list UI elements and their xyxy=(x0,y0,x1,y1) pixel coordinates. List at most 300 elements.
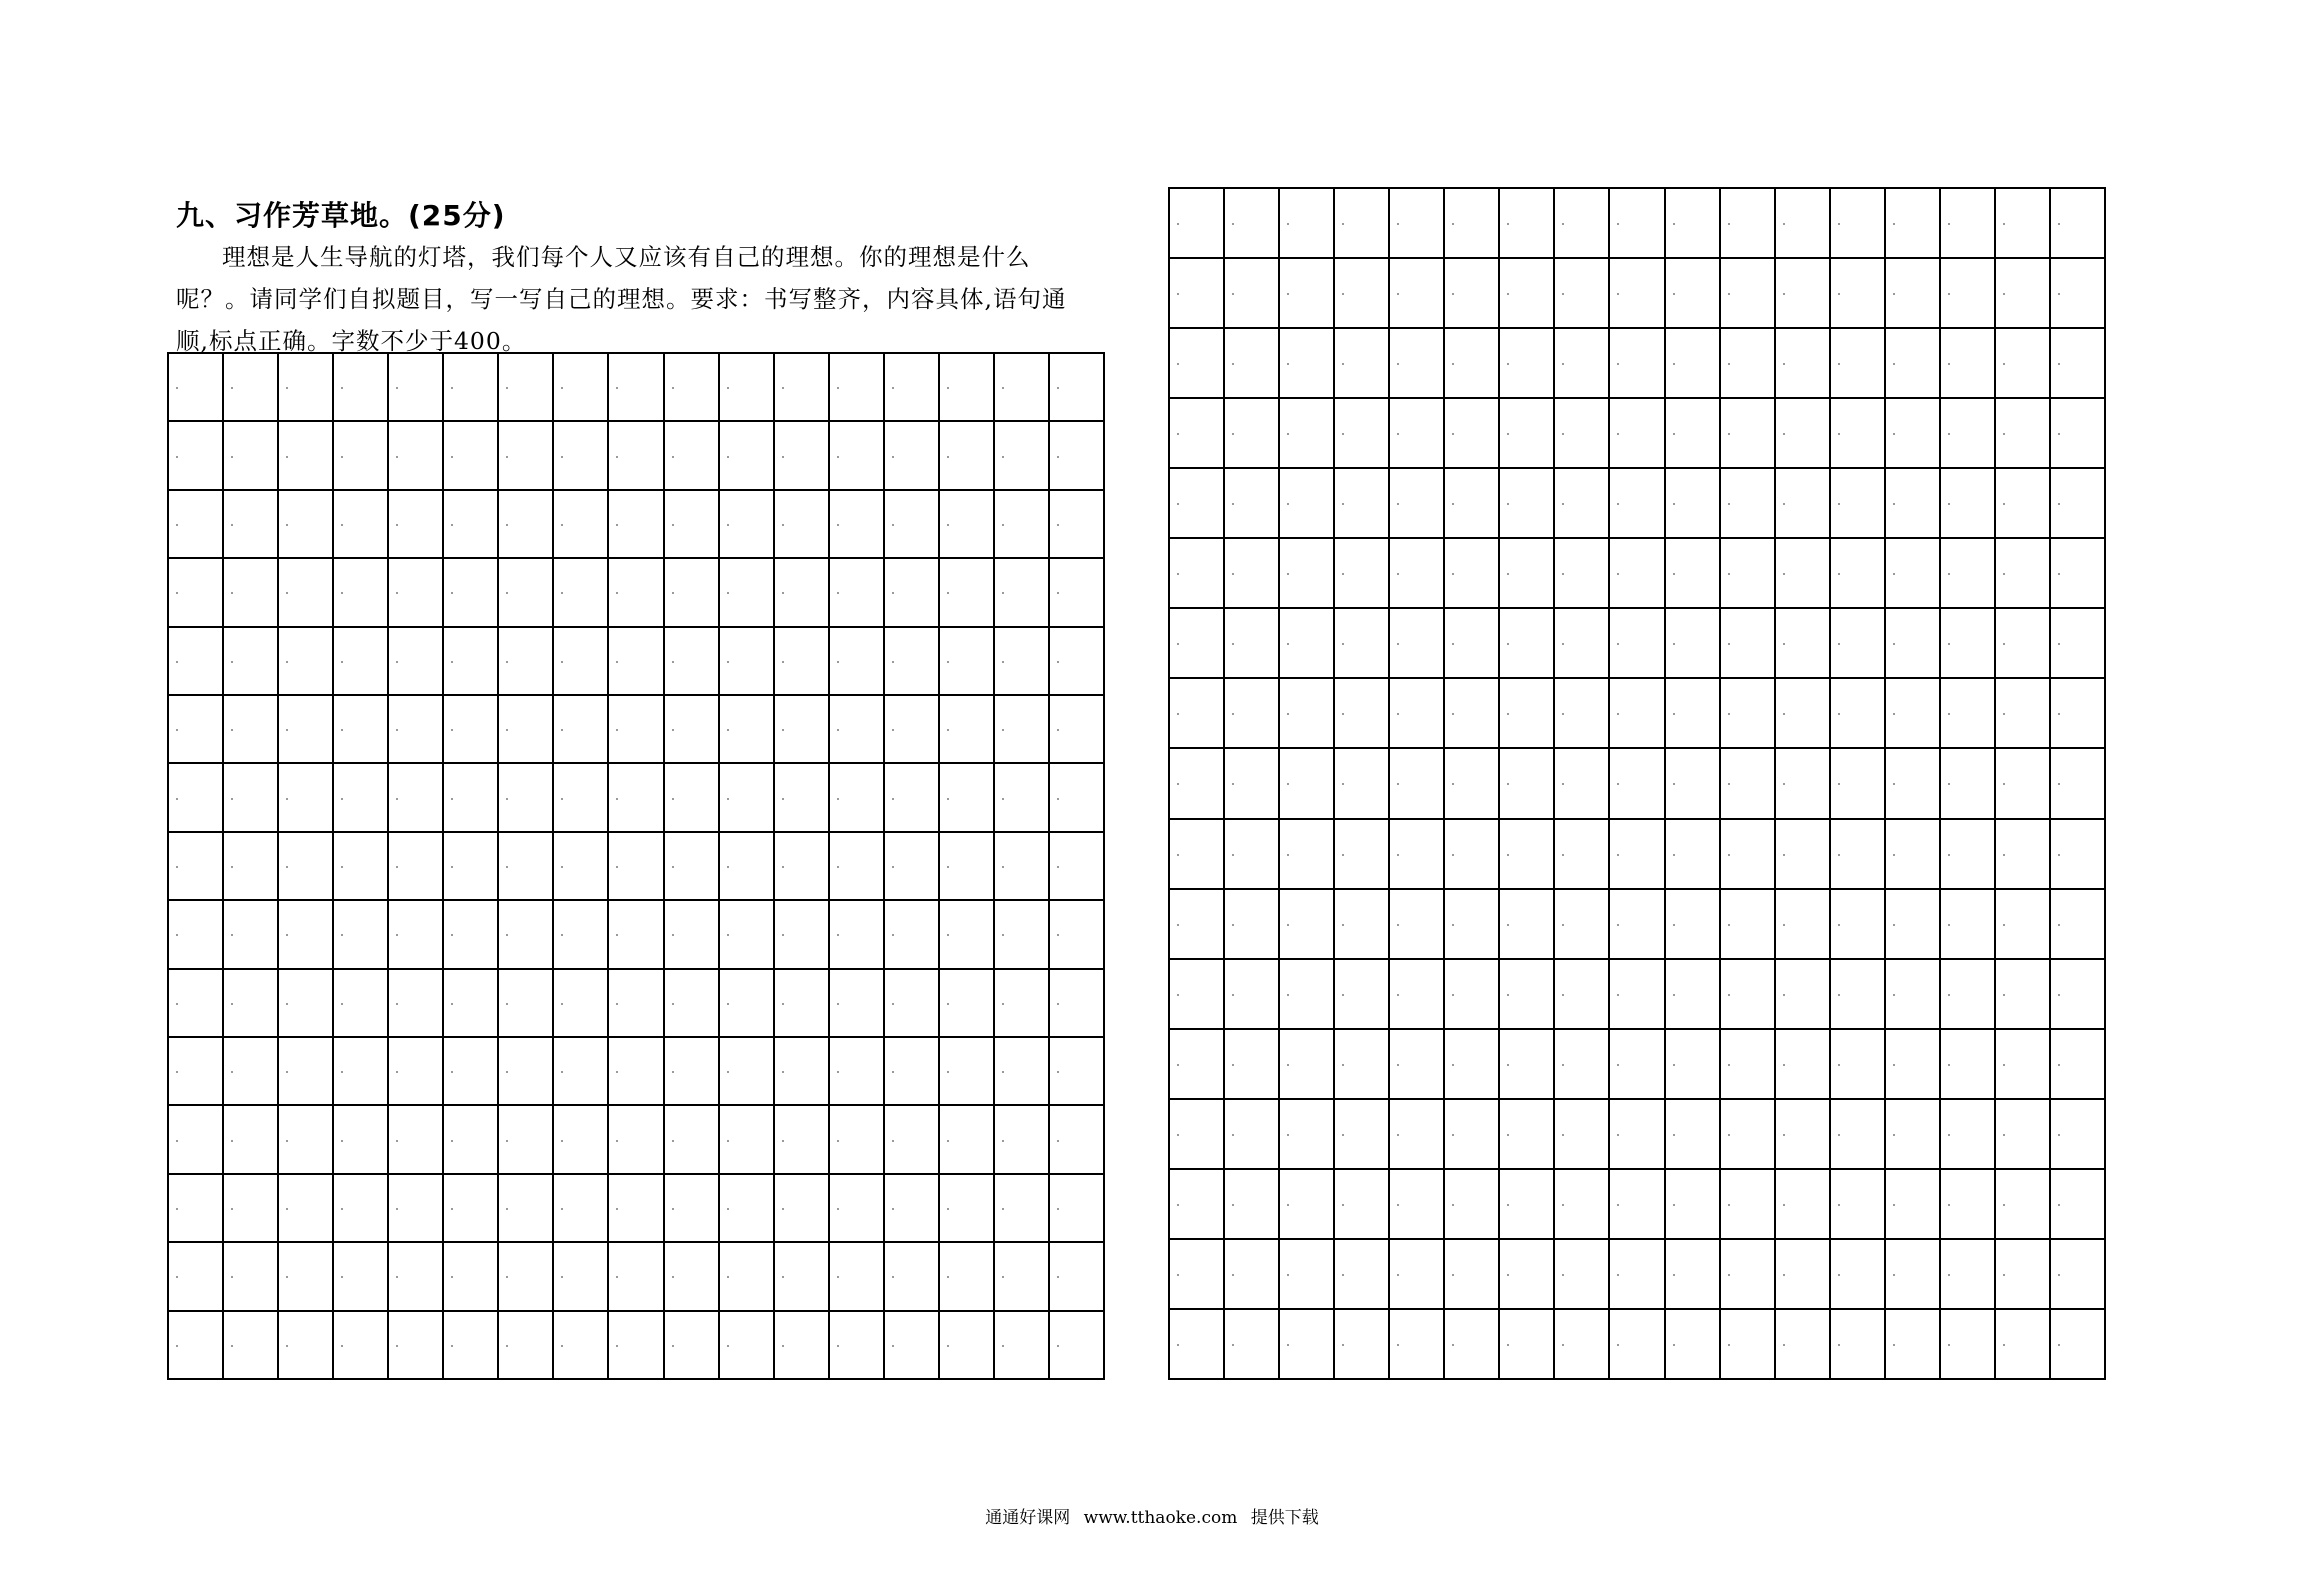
grid-cell[interactable] xyxy=(609,628,664,696)
grid-cell[interactable] xyxy=(1170,749,1225,819)
grid-cell[interactable] xyxy=(1335,189,1390,259)
grid-cell[interactable] xyxy=(1555,820,1610,890)
grid-cell[interactable] xyxy=(1555,1100,1610,1170)
grid-cell[interactable] xyxy=(1280,609,1335,679)
grid-cell[interactable] xyxy=(665,491,720,559)
grid-cell[interactable] xyxy=(1555,1310,1610,1380)
grid-cell[interactable] xyxy=(334,491,389,559)
grid-cell[interactable] xyxy=(224,1175,279,1243)
grid-cell[interactable] xyxy=(609,422,664,490)
grid-cell[interactable] xyxy=(444,1038,499,1106)
grid-cell[interactable] xyxy=(1500,329,1555,399)
grid-cell[interactable] xyxy=(1996,469,2051,539)
grid-cell[interactable] xyxy=(885,901,940,969)
grid-cell[interactable] xyxy=(1776,890,1831,960)
grid-cell[interactable] xyxy=(334,1106,389,1174)
grid-cell[interactable] xyxy=(1776,1310,1831,1380)
grid-cell[interactable] xyxy=(224,970,279,1038)
grid-cell[interactable] xyxy=(2051,259,2106,329)
grid-cell[interactable] xyxy=(1610,1240,1665,1310)
grid-cell[interactable] xyxy=(1390,960,1445,1030)
grid-cell[interactable] xyxy=(279,1106,334,1174)
grid-cell[interactable] xyxy=(830,559,885,627)
grid-cell[interactable] xyxy=(169,970,224,1038)
grid-cell[interactable] xyxy=(444,1243,499,1311)
grid-cell[interactable] xyxy=(830,491,885,559)
writing-grid-left[interactable] xyxy=(167,352,1105,1380)
grid-cell[interactable] xyxy=(1886,259,1941,329)
grid-cell[interactable] xyxy=(554,559,609,627)
grid-cell[interactable] xyxy=(1610,960,1665,1030)
grid-cell[interactable] xyxy=(609,970,664,1038)
grid-cell[interactable] xyxy=(1225,890,1280,960)
grid-cell[interactable] xyxy=(1831,609,1886,679)
grid-cell[interactable] xyxy=(2051,329,2106,399)
grid-cell[interactable] xyxy=(334,833,389,901)
grid-cell[interactable] xyxy=(830,628,885,696)
grid-cell[interactable] xyxy=(995,970,1050,1038)
grid-cell[interactable] xyxy=(444,491,499,559)
grid-cell[interactable] xyxy=(940,1175,995,1243)
grid-cell[interactable] xyxy=(1886,189,1941,259)
grid-cell[interactable] xyxy=(224,1243,279,1311)
grid-cell[interactable] xyxy=(1225,1030,1280,1100)
grid-cell[interactable] xyxy=(830,764,885,832)
grid-cell[interactable] xyxy=(1390,1030,1445,1100)
grid-cell[interactable] xyxy=(1996,1310,2051,1380)
grid-cell[interactable] xyxy=(1555,1170,1610,1240)
grid-cell[interactable] xyxy=(1555,539,1610,609)
grid-cell[interactable] xyxy=(334,970,389,1038)
grid-cell[interactable] xyxy=(444,1175,499,1243)
grid-cell[interactable] xyxy=(1170,1100,1225,1170)
grid-cell[interactable] xyxy=(940,764,995,832)
grid-cell[interactable] xyxy=(1666,189,1721,259)
grid-cell[interactable] xyxy=(1050,970,1105,1038)
grid-cell[interactable] xyxy=(334,1243,389,1311)
grid-cell[interactable] xyxy=(169,1038,224,1106)
grid-cell[interactable] xyxy=(830,696,885,764)
grid-cell[interactable] xyxy=(1721,539,1776,609)
grid-cell[interactable] xyxy=(1500,960,1555,1030)
grid-cell[interactable] xyxy=(609,1038,664,1106)
grid-cell[interactable] xyxy=(1170,960,1225,1030)
grid-cell[interactable] xyxy=(775,1175,830,1243)
grid-cell[interactable] xyxy=(1280,539,1335,609)
grid-cell[interactable] xyxy=(885,1243,940,1311)
writing-grid-right[interactable] xyxy=(1168,187,2106,1380)
grid-cell[interactable] xyxy=(1335,890,1390,960)
grid-cell[interactable] xyxy=(1941,1100,1996,1170)
grid-cell[interactable] xyxy=(1050,422,1105,490)
grid-cell[interactable] xyxy=(609,1106,664,1174)
grid-cell[interactable] xyxy=(1721,259,1776,329)
grid-cell[interactable] xyxy=(665,970,720,1038)
grid-cell[interactable] xyxy=(1941,609,1996,679)
grid-cell[interactable] xyxy=(1721,1100,1776,1170)
grid-cell[interactable] xyxy=(334,354,389,422)
grid-cell[interactable] xyxy=(995,1106,1050,1174)
grid-cell[interactable] xyxy=(169,422,224,490)
grid-cell[interactable] xyxy=(169,901,224,969)
grid-cell[interactable] xyxy=(1225,960,1280,1030)
grid-cell[interactable] xyxy=(169,1175,224,1243)
grid-cell[interactable] xyxy=(830,1038,885,1106)
grid-cell[interactable] xyxy=(1555,469,1610,539)
grid-cell[interactable] xyxy=(169,833,224,901)
grid-cell[interactable] xyxy=(609,696,664,764)
grid-cell[interactable] xyxy=(1996,960,2051,1030)
grid-cell[interactable] xyxy=(1445,749,1500,819)
grid-cell[interactable] xyxy=(830,1175,885,1243)
grid-cell[interactable] xyxy=(1050,559,1105,627)
grid-cell[interactable] xyxy=(1886,1030,1941,1100)
grid-cell[interactable] xyxy=(224,422,279,490)
grid-cell[interactable] xyxy=(1776,259,1831,329)
grid-cell[interactable] xyxy=(1996,399,2051,469)
grid-cell[interactable] xyxy=(279,559,334,627)
grid-cell[interactable] xyxy=(1390,1170,1445,1240)
grid-cell[interactable] xyxy=(389,833,444,901)
grid-cell[interactable] xyxy=(169,1312,224,1380)
grid-cell[interactable] xyxy=(2051,960,2106,1030)
grid-cell[interactable] xyxy=(2051,189,2106,259)
grid-cell[interactable] xyxy=(1996,1030,2051,1100)
grid-cell[interactable] xyxy=(665,764,720,832)
grid-cell[interactable] xyxy=(444,1312,499,1380)
grid-cell[interactable] xyxy=(1666,469,1721,539)
grid-cell[interactable] xyxy=(334,696,389,764)
grid-cell[interactable] xyxy=(1776,820,1831,890)
grid-cell[interactable] xyxy=(665,1312,720,1380)
grid-cell[interactable] xyxy=(940,1106,995,1174)
grid-cell[interactable] xyxy=(2051,890,2106,960)
grid-cell[interactable] xyxy=(609,833,664,901)
grid-cell[interactable] xyxy=(169,1243,224,1311)
grid-cell[interactable] xyxy=(1050,628,1105,696)
grid-cell[interactable] xyxy=(1996,609,2051,679)
grid-cell[interactable] xyxy=(775,1038,830,1106)
grid-cell[interactable] xyxy=(1666,329,1721,399)
grid-cell[interactable] xyxy=(224,628,279,696)
grid-cell[interactable] xyxy=(665,696,720,764)
grid-cell[interactable] xyxy=(1225,1310,1280,1380)
grid-cell[interactable] xyxy=(1721,890,1776,960)
grid-cell[interactable] xyxy=(2051,539,2106,609)
grid-cell[interactable] xyxy=(1721,960,1776,1030)
grid-cell[interactable] xyxy=(1721,329,1776,399)
grid-cell[interactable] xyxy=(1666,749,1721,819)
grid-cell[interactable] xyxy=(720,1038,775,1106)
grid-cell[interactable] xyxy=(1996,679,2051,749)
grid-cell[interactable] xyxy=(720,354,775,422)
grid-cell[interactable] xyxy=(1555,189,1610,259)
grid-cell[interactable] xyxy=(1280,329,1335,399)
grid-cell[interactable] xyxy=(1500,679,1555,749)
grid-cell[interactable] xyxy=(940,901,995,969)
grid-cell[interactable] xyxy=(2051,1100,2106,1170)
grid-cell[interactable] xyxy=(995,764,1050,832)
grid-cell[interactable] xyxy=(1170,609,1225,679)
grid-cell[interactable] xyxy=(1555,960,1610,1030)
grid-cell[interactable] xyxy=(1445,820,1500,890)
grid-cell[interactable] xyxy=(720,422,775,490)
grid-cell[interactable] xyxy=(1280,679,1335,749)
grid-cell[interactable] xyxy=(1335,1100,1390,1170)
grid-cell[interactable] xyxy=(940,1038,995,1106)
grid-cell[interactable] xyxy=(1170,539,1225,609)
grid-cell[interactable] xyxy=(389,491,444,559)
grid-cell[interactable] xyxy=(389,1243,444,1311)
grid-cell[interactable] xyxy=(1390,679,1445,749)
grid-cell[interactable] xyxy=(995,833,1050,901)
grid-cell[interactable] xyxy=(1500,1240,1555,1310)
grid-cell[interactable] xyxy=(1886,539,1941,609)
grid-cell[interactable] xyxy=(830,1106,885,1174)
grid-cell[interactable] xyxy=(1390,820,1445,890)
grid-cell[interactable] xyxy=(1225,259,1280,329)
grid-cell[interactable] xyxy=(334,1312,389,1380)
grid-cell[interactable] xyxy=(554,764,609,832)
grid-cell[interactable] xyxy=(1050,354,1105,422)
grid-cell[interactable] xyxy=(499,901,554,969)
grid-cell[interactable] xyxy=(1831,820,1886,890)
grid-cell[interactable] xyxy=(1831,960,1886,1030)
grid-cell[interactable] xyxy=(334,1038,389,1106)
grid-cell[interactable] xyxy=(1335,1240,1390,1310)
grid-cell[interactable] xyxy=(885,833,940,901)
grid-cell[interactable] xyxy=(1886,890,1941,960)
grid-cell[interactable] xyxy=(775,1312,830,1380)
grid-cell[interactable] xyxy=(554,354,609,422)
grid-cell[interactable] xyxy=(1390,189,1445,259)
grid-cell[interactable] xyxy=(885,1038,940,1106)
grid-cell[interactable] xyxy=(334,628,389,696)
grid-cell[interactable] xyxy=(1721,1030,1776,1100)
grid-cell[interactable] xyxy=(499,833,554,901)
grid-cell[interactable] xyxy=(995,491,1050,559)
grid-cell[interactable] xyxy=(1280,1100,1335,1170)
grid-cell[interactable] xyxy=(1050,696,1105,764)
grid-cell[interactable] xyxy=(1555,259,1610,329)
grid-cell[interactable] xyxy=(940,491,995,559)
grid-cell[interactable] xyxy=(1170,1170,1225,1240)
grid-cell[interactable] xyxy=(1996,1170,2051,1240)
grid-cell[interactable] xyxy=(1225,329,1280,399)
grid-cell[interactable] xyxy=(885,970,940,1038)
grid-cell[interactable] xyxy=(1831,469,1886,539)
grid-cell[interactable] xyxy=(885,422,940,490)
grid-cell[interactable] xyxy=(279,1312,334,1380)
grid-cell[interactable] xyxy=(1050,1312,1105,1380)
grid-cell[interactable] xyxy=(1721,1170,1776,1240)
grid-cell[interactable] xyxy=(995,422,1050,490)
grid-cell[interactable] xyxy=(995,628,1050,696)
grid-cell[interactable] xyxy=(940,354,995,422)
grid-cell[interactable] xyxy=(1996,539,2051,609)
grid-cell[interactable] xyxy=(665,1038,720,1106)
grid-cell[interactable] xyxy=(1555,679,1610,749)
grid-cell[interactable] xyxy=(1555,399,1610,469)
grid-cell[interactable] xyxy=(554,1175,609,1243)
grid-cell[interactable] xyxy=(1776,609,1831,679)
grid-cell[interactable] xyxy=(1941,679,1996,749)
grid-cell[interactable] xyxy=(224,764,279,832)
grid-cell[interactable] xyxy=(1941,469,1996,539)
grid-cell[interactable] xyxy=(1500,189,1555,259)
grid-cell[interactable] xyxy=(279,764,334,832)
grid-cell[interactable] xyxy=(775,833,830,901)
grid-cell[interactable] xyxy=(169,354,224,422)
grid-cell[interactable] xyxy=(995,901,1050,969)
grid-cell[interactable] xyxy=(389,764,444,832)
grid-cell[interactable] xyxy=(1886,1240,1941,1310)
grid-cell[interactable] xyxy=(1610,259,1665,329)
grid-cell[interactable] xyxy=(1666,820,1721,890)
grid-cell[interactable] xyxy=(444,901,499,969)
grid-cell[interactable] xyxy=(1776,1100,1831,1170)
grid-cell[interactable] xyxy=(1941,749,1996,819)
grid-cell[interactable] xyxy=(1555,1030,1610,1100)
grid-cell[interactable] xyxy=(1831,1030,1886,1100)
grid-cell[interactable] xyxy=(499,1038,554,1106)
grid-cell[interactable] xyxy=(1225,1100,1280,1170)
grid-cell[interactable] xyxy=(1996,329,2051,399)
grid-cell[interactable] xyxy=(1941,539,1996,609)
grid-cell[interactable] xyxy=(1610,399,1665,469)
grid-cell[interactable] xyxy=(720,901,775,969)
grid-cell[interactable] xyxy=(499,696,554,764)
grid-cell[interactable] xyxy=(1996,749,2051,819)
grid-cell[interactable] xyxy=(444,559,499,627)
grid-cell[interactable] xyxy=(665,559,720,627)
grid-cell[interactable] xyxy=(1721,1240,1776,1310)
grid-cell[interactable] xyxy=(1555,329,1610,399)
grid-cell[interactable] xyxy=(995,354,1050,422)
grid-cell[interactable] xyxy=(995,1243,1050,1311)
grid-cell[interactable] xyxy=(1886,609,1941,679)
grid-cell[interactable] xyxy=(1941,1310,1996,1380)
grid-cell[interactable] xyxy=(1666,1170,1721,1240)
grid-cell[interactable] xyxy=(1225,679,1280,749)
grid-cell[interactable] xyxy=(720,696,775,764)
grid-cell[interactable] xyxy=(1445,259,1500,329)
grid-cell[interactable] xyxy=(1610,1030,1665,1100)
grid-cell[interactable] xyxy=(1280,1310,1335,1380)
grid-cell[interactable] xyxy=(1335,469,1390,539)
grid-cell[interactable] xyxy=(334,1175,389,1243)
grid-cell[interactable] xyxy=(554,1106,609,1174)
grid-cell[interactable] xyxy=(940,422,995,490)
grid-cell[interactable] xyxy=(775,764,830,832)
grid-cell[interactable] xyxy=(1335,259,1390,329)
grid-cell[interactable] xyxy=(1831,189,1886,259)
grid-cell[interactable] xyxy=(1776,1170,1831,1240)
grid-cell[interactable] xyxy=(1390,399,1445,469)
grid-cell[interactable] xyxy=(499,491,554,559)
grid-cell[interactable] xyxy=(1280,960,1335,1030)
grid-cell[interactable] xyxy=(1831,749,1886,819)
grid-cell[interactable] xyxy=(1280,890,1335,960)
grid-cell[interactable] xyxy=(1050,1038,1105,1106)
grid-cell[interactable] xyxy=(554,1312,609,1380)
grid-cell[interactable] xyxy=(1050,1106,1105,1174)
grid-cell[interactable] xyxy=(1170,189,1225,259)
grid-cell[interactable] xyxy=(1500,1100,1555,1170)
grid-cell[interactable] xyxy=(499,422,554,490)
grid-cell[interactable] xyxy=(995,1038,1050,1106)
grid-cell[interactable] xyxy=(1831,1240,1886,1310)
grid-cell[interactable] xyxy=(1280,399,1335,469)
grid-cell[interactable] xyxy=(940,696,995,764)
grid-cell[interactable] xyxy=(1445,329,1500,399)
grid-cell[interactable] xyxy=(1335,609,1390,679)
grid-cell[interactable] xyxy=(389,354,444,422)
grid-cell[interactable] xyxy=(554,833,609,901)
grid-cell[interactable] xyxy=(2051,820,2106,890)
grid-cell[interactable] xyxy=(1445,1030,1500,1100)
grid-cell[interactable] xyxy=(1390,749,1445,819)
grid-cell[interactable] xyxy=(1390,890,1445,960)
grid-cell[interactable] xyxy=(1666,1240,1721,1310)
grid-cell[interactable] xyxy=(389,1106,444,1174)
grid-cell[interactable] xyxy=(1280,259,1335,329)
grid-cell[interactable] xyxy=(1555,749,1610,819)
grid-cell[interactable] xyxy=(1721,679,1776,749)
grid-cell[interactable] xyxy=(775,1106,830,1174)
grid-cell[interactable] xyxy=(1996,189,2051,259)
grid-cell[interactable] xyxy=(1941,820,1996,890)
grid-cell[interactable] xyxy=(1225,1240,1280,1310)
grid-cell[interactable] xyxy=(1721,820,1776,890)
grid-cell[interactable] xyxy=(1831,539,1886,609)
grid-cell[interactable] xyxy=(885,696,940,764)
grid-cell[interactable] xyxy=(334,422,389,490)
grid-cell[interactable] xyxy=(389,628,444,696)
grid-cell[interactable] xyxy=(775,1243,830,1311)
grid-cell[interactable] xyxy=(1941,960,1996,1030)
grid-cell[interactable] xyxy=(1886,1170,1941,1240)
grid-cell[interactable] xyxy=(279,491,334,559)
grid-cell[interactable] xyxy=(1831,399,1886,469)
grid-cell[interactable] xyxy=(1335,1310,1390,1380)
grid-cell[interactable] xyxy=(1941,1240,1996,1310)
grid-cell[interactable] xyxy=(720,1312,775,1380)
grid-cell[interactable] xyxy=(1996,1100,2051,1170)
grid-cell[interactable] xyxy=(389,422,444,490)
grid-cell[interactable] xyxy=(1666,679,1721,749)
grid-cell[interactable] xyxy=(1500,890,1555,960)
grid-cell[interactable] xyxy=(1941,890,1996,960)
grid-cell[interactable] xyxy=(1666,1310,1721,1380)
grid-cell[interactable] xyxy=(775,559,830,627)
grid-cell[interactable] xyxy=(554,1038,609,1106)
grid-cell[interactable] xyxy=(1886,679,1941,749)
grid-cell[interactable] xyxy=(1170,1030,1225,1100)
grid-cell[interactable] xyxy=(279,696,334,764)
grid-cell[interactable] xyxy=(554,901,609,969)
grid-cell[interactable] xyxy=(2051,1310,2106,1380)
grid-cell[interactable] xyxy=(279,628,334,696)
grid-cell[interactable] xyxy=(499,354,554,422)
grid-cell[interactable] xyxy=(1831,679,1886,749)
grid-cell[interactable] xyxy=(1831,1310,1886,1380)
grid-cell[interactable] xyxy=(995,1312,1050,1380)
grid-cell[interactable] xyxy=(830,970,885,1038)
grid-cell[interactable] xyxy=(1280,1170,1335,1240)
grid-cell[interactable] xyxy=(1390,1310,1445,1380)
grid-cell[interactable] xyxy=(940,1243,995,1311)
